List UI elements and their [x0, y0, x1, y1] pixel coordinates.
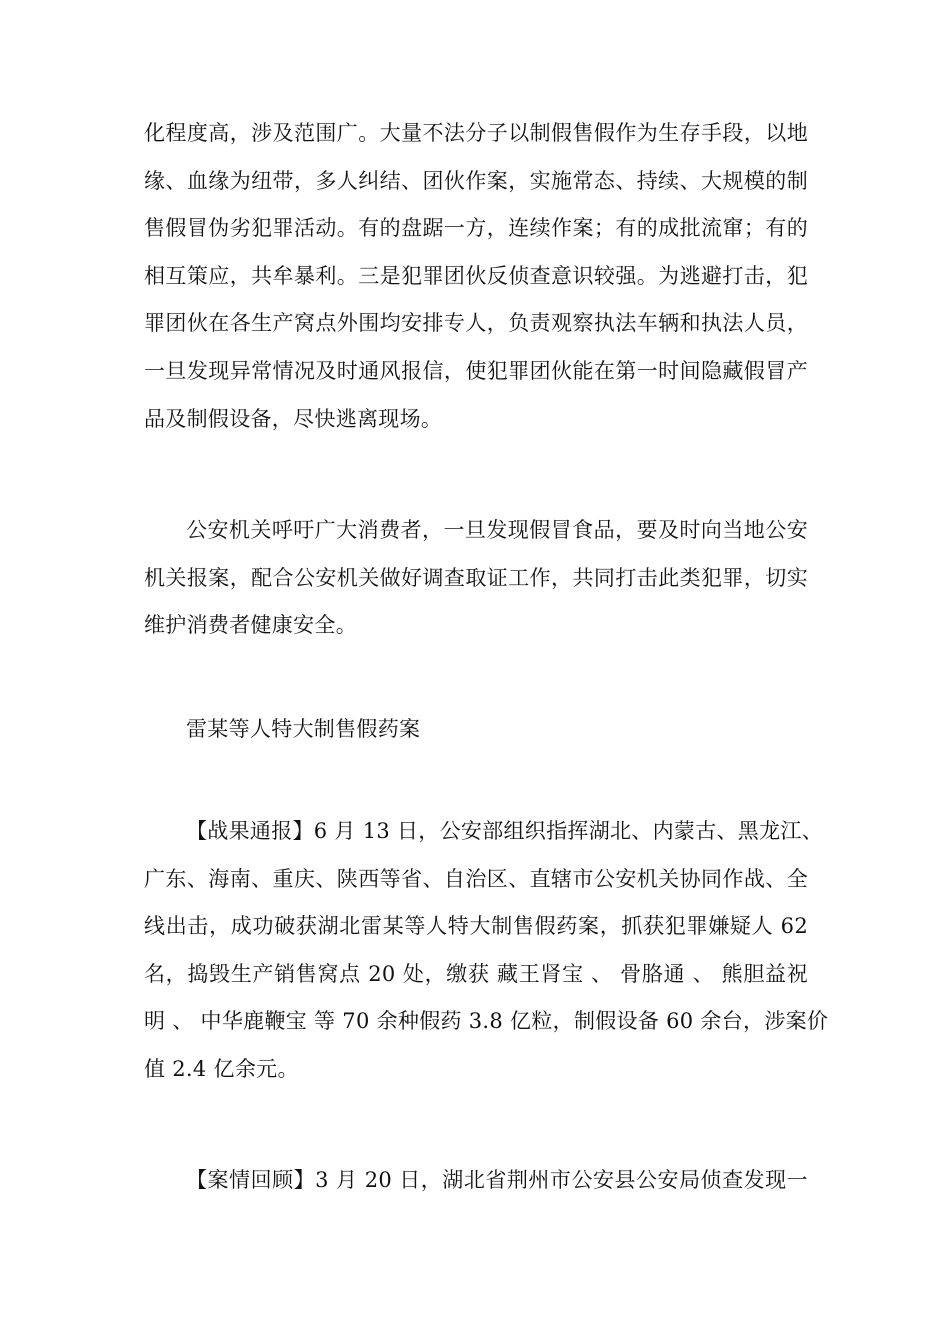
text-line: 【案情回顾】3 月 20 日，湖北省荆州市公安县公安局侦查发现一: [186, 1168, 808, 1192]
text-line: 值 2.4 亿余元。: [144, 1056, 299, 1081]
section-heading: [144, 706, 808, 754]
text-line: 【战果通报】6 月 13 日，公安部组织指挥湖北、内蒙古、黑龙江、: [186, 819, 824, 843]
text-line: 售假冒伪劣犯罪活动。有的盘踞一方，连续作案；有的成批流窜；有的: [144, 216, 808, 241]
paragraph-criminal-characteristics: [144, 110, 808, 443]
text-line: 明 、 中华鹿鞭宝 等 70 余种假药 3.8 亿粒，制假设备 60 余台，涉案价: [144, 1009, 829, 1034]
text-line: 广东、海南、重庆、陕西等省、自治区、直辖市公安机关协同作战、全: [144, 866, 808, 891]
text-line: 雷某等人特大制售假药案: [186, 717, 421, 741]
text-line: 公安机关呼吁广大消费者，一旦发现假冒食品，要及时向当地公安: [186, 518, 808, 542]
text-line: 一旦发现异常情况及时通风报信，使犯罪团伙能在第一时间隐藏假冒产: [144, 358, 808, 383]
paragraph-public-appeal: [144, 507, 808, 650]
paragraph-case-review: [144, 1157, 808, 1205]
text-line: 机关报案，配合公安机关做好调查取证工作，共同打击此类犯罪，切实: [144, 565, 808, 590]
text-line: 线出击，成功破获湖北雷某等人特大制售假药案，抓获犯罪嫌疑人 62: [144, 914, 808, 939]
text-line: 品及制假设备，尽快逃离现场。: [144, 406, 443, 431]
text-line: 化程度高，涉及范围广。大量不法分子以制假售假作为生存手段，以地: [144, 121, 808, 145]
text-line: 名，捣毁生产销售窝点 20 处，缴获 藏王肾宝 、 骨胳通 、 熊胆益祝: [144, 961, 808, 986]
text-line: 维护消费者健康安全。: [144, 613, 357, 638]
paragraph-results-report: [144, 808, 829, 1094]
text-line: 缘、血缘为纽带，多人纠结、团伙作案，实施常态、持续、大规模的制: [144, 168, 808, 193]
text-line: 相互策应，共牟暴利。三是犯罪团伙反侦查意识较强。为逃避打击，犯: [144, 263, 808, 288]
text-line: 罪团伙在各生产窝点外围均安排专人，负责观察执法车辆和执法人员，: [144, 311, 808, 336]
